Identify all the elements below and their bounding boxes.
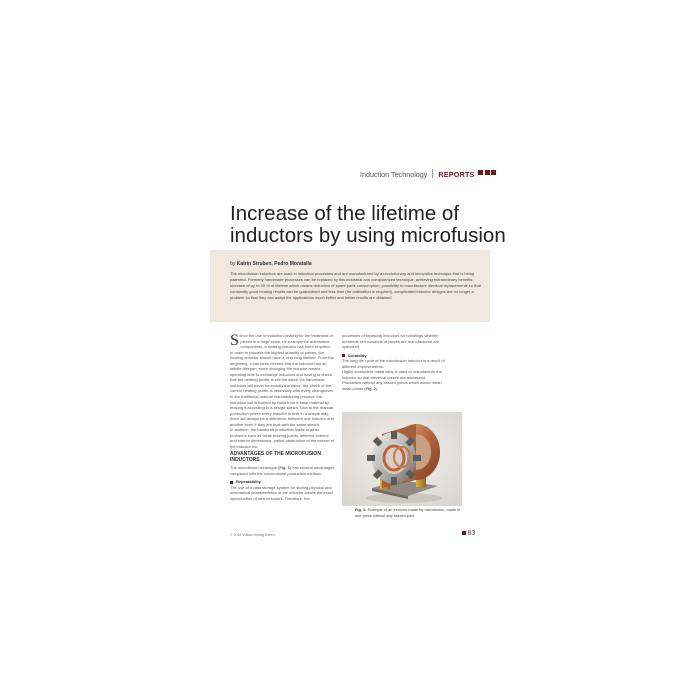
footer-copyright: © 2010 Vulkan-Verlag Essen: [230, 533, 275, 537]
paragraph: Highly conductive metal alloy is used to manufacture the inductor so that electrical losses are minimized. Production without any brazed points which would mean weak points (Fig. 2).: [342, 369, 442, 391]
square-mark: [485, 170, 490, 175]
running-header: [360, 169, 492, 179]
figure-reference: Fig. 2: [365, 385, 377, 391]
figure-caption: [355, 507, 465, 518]
paragraph: The long life cycle of the microfusion inductor is a result of different improvements:: [342, 358, 445, 369]
square-bullet-icon: [230, 481, 233, 484]
body-column-right: [342, 333, 446, 391]
paragraph: The use of a data storage system for storing physical and mechanical characteristics of the inductor allows the exact reproduction of new inductors. Therefore, the: [230, 484, 333, 501]
article-title: [230, 203, 530, 247]
drop-cap: S: [230, 332, 239, 349]
intro-text: ince the use of induction heating for the treatment of pieces in a large scale, for example for automotive components, a heating inductor has been required. In order to process the highest quantity of pieces, the heating inductor should have a very long lifetime. From the beginning, it has been desired that the inductor had an infinite lifespan, since changing the inductor means spending time to exchange inductors and having to check that the heating profile is still the same. As handmade inductors will never be exactly the same, the check of the correct heating profile is necessary with every changeover.: [230, 333, 334, 394]
paragraph: The microfusion technique (Fig. 1) has several advantages compared with the conventional production method:: [230, 465, 335, 476]
category-label: REPORTS: [438, 170, 475, 179]
figure-label: Fig. 1:: [355, 507, 367, 512]
header-divider: [432, 169, 433, 178]
subheading: Repeatability: [230, 479, 335, 485]
byline-prefix: by: [230, 261, 236, 267]
subheading: Durability: [342, 353, 446, 359]
byline: [230, 261, 312, 267]
square-mark: [491, 170, 496, 175]
page-marker-icon: [462, 531, 466, 535]
header-squares-decoration: [478, 170, 496, 176]
section-name: Induction Technology: [360, 170, 428, 179]
square-mark: [478, 170, 483, 175]
title-line-2: inductors by using microfusion: [230, 224, 506, 247]
page-number-value: 83: [467, 530, 476, 537]
section-heading: ADVANTAGES OF THE MICROFUSION INDUCTORS: [230, 451, 321, 464]
title-line-1: Increase of the lifetime of: [230, 202, 460, 225]
body-column-left: [230, 333, 335, 501]
figure-caption-text: Example of an inductor made by microfusion, made in one piece without any brazed joint: [355, 507, 461, 518]
inductor-photo: [342, 412, 462, 506]
square-bullet-icon: [342, 354, 345, 357]
author-names: Katrin Struben, Pedro Moratalla: [236, 261, 312, 267]
page-number: [462, 530, 475, 537]
paragraph: In the traditional manual manufacturing process, the induction coil is formed by hand from a base material by brazing it according to a design sketch. Due to the manual production where every inductor is built in a unique way, there will always be a difference between one inductor and another even if they are built with the same sketch.: [230, 394, 334, 427]
paragraph: processes of replacing inductors for handlings wherein hundreds of thousands of pieces are manufactured are optimized.: [342, 333, 440, 350]
paragraph: In addition, the handcraft production leads to other problems such as weak brazing points, different exterior and interior dimensions, partial obstruction of the interior of the inductor etc.: [230, 427, 335, 449]
figure-reference: Fig. 1: [279, 465, 290, 471]
inductor-illustration: [342, 412, 462, 506]
intro-paragraph: [230, 333, 335, 394]
abstract-text: The microfusion inductors are used in induction processes and are manufactured by a revolutionary and innovative technique that is being patented. Formerly handmade processes can be replaced by this industrial and computerized technique, achieving extraordinary benefits: increase of up to 30 % of lifetime which means reduction of spare parts consumption, possibility to manufacture identical replacements so that constantly good heating results can be guaranteed and less time (for calibration is required), complicated inductor designs are no longer a problem so that they can adapt the applications much better and better results are obtained.: [230, 271, 481, 300]
